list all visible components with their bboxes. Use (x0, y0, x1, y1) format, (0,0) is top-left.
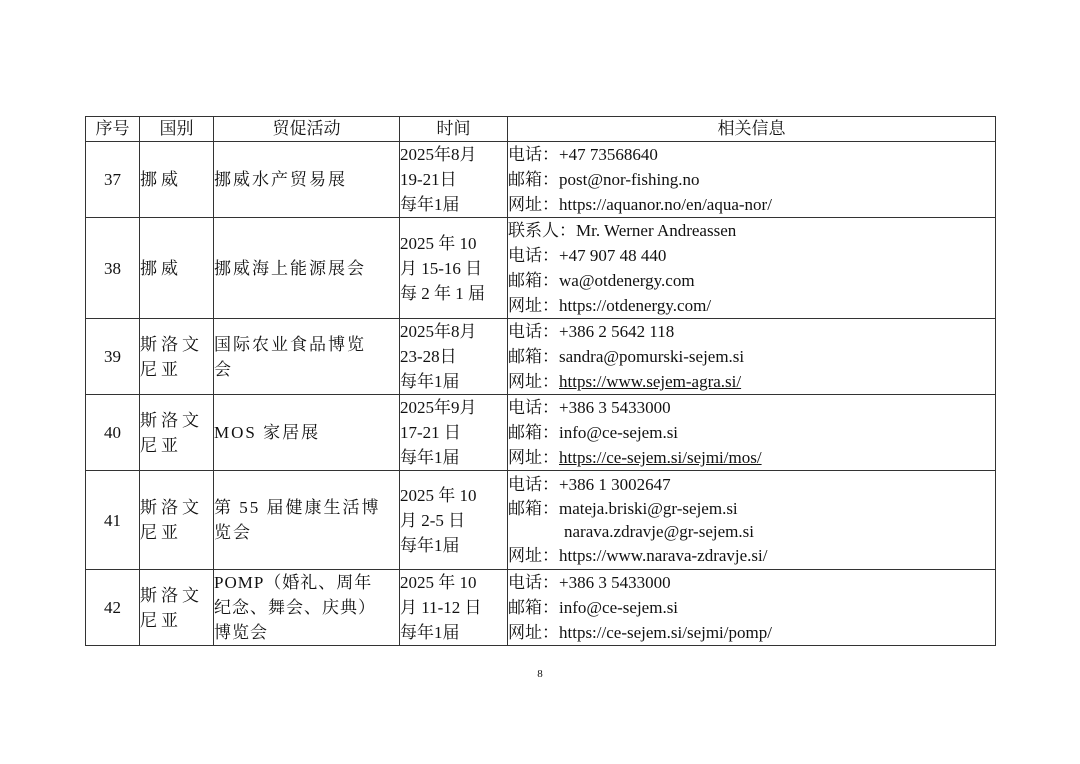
info-value: info@ce-sejem.si (559, 598, 679, 617)
info-website (508, 293, 995, 318)
info-label: 网址： (508, 448, 559, 467)
info-label: 联系人： (508, 221, 576, 240)
activity-line: POMP（婚礼、周年 (214, 573, 373, 592)
info-label: 电话： (508, 322, 559, 341)
country-cell (140, 570, 214, 646)
country-cell (140, 218, 214, 319)
info-value: https://aquanor.no/en/aqua-nor/ (559, 195, 772, 214)
row-number: 39 (86, 319, 140, 395)
time-line: 17-21 日 (400, 423, 461, 442)
activity-line: 第 55 届健康生活博 (214, 498, 381, 517)
time-line: 23-28日 (400, 347, 457, 366)
country-cell (140, 395, 214, 471)
info-value: https://ce-sejem.si/sejmi/pomp/ (559, 623, 772, 642)
info-website (508, 192, 995, 217)
activity-line: 挪威海上能源展会 (214, 258, 366, 278)
time-cell (400, 218, 508, 319)
info-email (508, 344, 995, 369)
row-number: 38 (86, 218, 140, 319)
table-row (86, 395, 996, 471)
info-cell (508, 319, 996, 395)
info-label: 网址： (508, 545, 559, 565)
table-row (86, 471, 996, 570)
time-line: 月 11-12 日 (400, 598, 482, 617)
time-cell (400, 570, 508, 646)
info-email (508, 497, 995, 521)
time-line: 2025年8月 (400, 322, 477, 341)
activity-line: 博览会 (214, 623, 268, 642)
header-activity: 贸促活动 (214, 117, 400, 142)
info-email (508, 420, 995, 445)
time-cell (400, 471, 508, 570)
info-website (508, 544, 995, 568)
info-email-secondary (508, 520, 995, 544)
info-label: 网址： (508, 296, 559, 315)
info-label: 电话： (508, 573, 559, 592)
activity-cell (214, 142, 400, 218)
info-phone (508, 473, 995, 497)
info-value: +386 3 5433000 (559, 573, 671, 592)
country-line: 挪威 (140, 170, 182, 189)
table-header-row (86, 117, 996, 142)
header-no: 序号 (86, 117, 140, 142)
time-cell (400, 395, 508, 471)
info-cell (508, 395, 996, 471)
country-line: 斯洛文 (140, 410, 203, 430)
info-label: 邮箱： (508, 498, 559, 518)
header-time: 时间 (400, 117, 508, 142)
country-line: 尼亚 (140, 435, 182, 455)
activity-cell (214, 570, 400, 646)
time-line: 每年1届 (400, 623, 460, 642)
time-line: 每 2 年 1 届 (400, 283, 485, 303)
info-label: 邮箱： (508, 170, 559, 189)
website-link[interactable]: https://ce-sejem.si/sejmi/mos/ (559, 448, 762, 467)
info-label: 邮箱： (508, 271, 559, 290)
info-value: wa@otdenergy.com (559, 271, 695, 290)
info-website (508, 620, 995, 645)
activity-cell (214, 319, 400, 395)
time-line: 每年1届 (400, 195, 460, 214)
activity-line: 纪念、舞会、庆典） (214, 598, 376, 617)
info-contact (508, 218, 995, 243)
time-line: 每年1届 (400, 535, 460, 555)
table-row (86, 319, 996, 395)
info-cell (508, 570, 996, 646)
info-email (508, 167, 995, 192)
time-line: 2025 年 10 (400, 573, 477, 592)
info-label: 网址： (508, 372, 559, 391)
info-label: 网址： (508, 623, 559, 642)
info-phone (508, 570, 995, 595)
time-line: 每年1届 (400, 448, 460, 467)
country-cell (140, 471, 214, 570)
time-line: 月 15-16 日 (400, 258, 483, 278)
info-value: narava.zdravje@gr-sejem.si (564, 522, 754, 541)
header-info: 相关信息 (508, 117, 996, 142)
info-website (508, 369, 995, 394)
info-value: info@ce-sejem.si (559, 423, 679, 442)
time-cell (400, 142, 508, 218)
info-label: 电话： (508, 145, 559, 164)
info-value: https://www.narava-zdravje.si/ (559, 545, 768, 565)
row-number: 37 (86, 142, 140, 218)
country-line: 尼亚 (140, 610, 182, 630)
time-line: 2025 年 10 (400, 485, 477, 505)
activity-line: 览会 (214, 523, 252, 542)
info-value: post@nor-fishing.no (559, 170, 700, 189)
info-value: +386 1 3002647 (559, 475, 671, 494)
country-line: 斯洛文 (140, 334, 203, 354)
time-line: 2025年9月 (400, 398, 477, 417)
info-label: 电话： (508, 398, 559, 417)
row-number: 42 (86, 570, 140, 646)
activity-cell (214, 471, 400, 570)
trade-fair-table (85, 116, 996, 646)
info-phone (508, 395, 995, 420)
info-value: +386 2 5642 118 (559, 322, 675, 341)
info-label: 电话： (508, 246, 559, 265)
activity-cell (214, 218, 400, 319)
info-value: mateja.briski@gr-sejem.si (559, 498, 738, 518)
info-value: sandra@pomurski-sejem.si (559, 347, 745, 366)
country-cell (140, 319, 214, 395)
table-row (86, 218, 996, 319)
info-phone (508, 319, 995, 344)
info-label: 电话： (508, 475, 559, 494)
info-email (508, 595, 995, 620)
header-country: 国别 (140, 117, 214, 142)
activity-cell (214, 395, 400, 471)
info-value: +47 907 48 440 (559, 246, 667, 265)
country-line: 尼亚 (140, 523, 182, 542)
time-line: 2025 年 10 (400, 233, 477, 253)
info-label: 邮箱： (508, 423, 559, 442)
info-value: +386 3 5433000 (559, 398, 671, 417)
country-line: 挪威 (140, 258, 182, 278)
info-label: 邮箱： (508, 347, 559, 366)
table-row (86, 570, 996, 646)
page-number: 8 (537, 668, 543, 680)
country-line: 斯洛文 (140, 498, 203, 517)
time-line: 19-21日 (400, 170, 457, 189)
info-value: +47 73568640 (559, 145, 658, 164)
activity-line: 挪威水产贸易展 (214, 170, 347, 189)
activity-line: MOS 家居展 (214, 423, 321, 442)
row-number: 41 (86, 471, 140, 570)
table-row (86, 142, 996, 218)
info-phone (508, 243, 995, 268)
info-website (508, 445, 995, 470)
info-phone (508, 142, 995, 167)
country-line: 斯洛文 (140, 585, 203, 605)
time-line: 每年1届 (400, 372, 460, 391)
time-cell (400, 319, 508, 395)
website-link[interactable]: https://www.sejem-agra.si/ (559, 372, 742, 391)
activity-line: 国际农业食品博览 (214, 334, 366, 354)
info-label: 网址： (508, 195, 559, 214)
info-value: https://otdenergy.com/ (559, 296, 712, 315)
info-cell (508, 218, 996, 319)
time-line: 2025年8月 (400, 145, 477, 164)
info-cell (508, 142, 996, 218)
info-email (508, 268, 995, 293)
time-line: 月 2-5 日 (400, 510, 466, 530)
info-value: Mr. Werner Andreassen (576, 221, 737, 240)
row-number: 40 (86, 395, 140, 471)
country-cell (140, 142, 214, 218)
activity-line: 会 (214, 359, 233, 379)
info-cell (508, 471, 996, 570)
info-label: 邮箱： (508, 598, 559, 617)
country-line: 尼亚 (140, 359, 182, 379)
